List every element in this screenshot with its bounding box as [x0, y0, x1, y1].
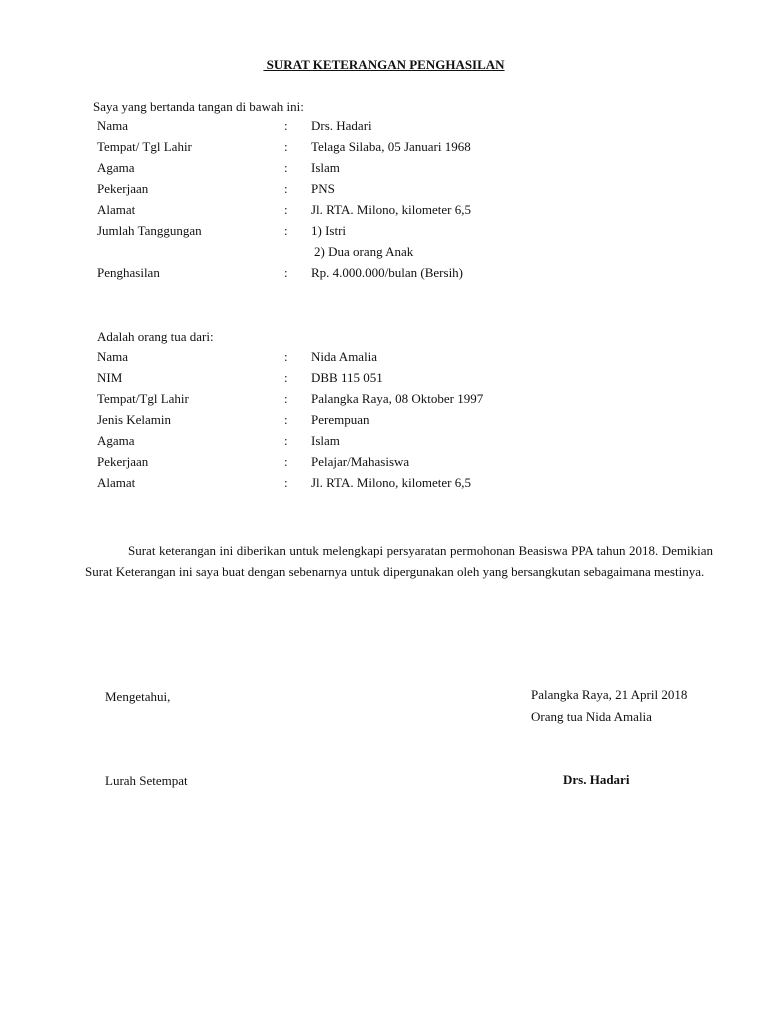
child-field-label: Nama	[97, 349, 129, 364]
acknowledged-label: Mengetahui,	[105, 689, 171, 704]
child-row	[0, 454, 768, 475]
child-row	[0, 433, 768, 454]
parent-row	[0, 265, 768, 286]
parent-field-label: Alamat	[97, 202, 136, 217]
child-row	[0, 370, 768, 391]
colon-separator: :	[284, 454, 288, 469]
letter-title-text: SURAT KETERANGAN PENGHASILAN	[263, 57, 505, 72]
colon-separator: :	[284, 475, 288, 490]
colon-separator: :	[284, 370, 288, 385]
parent-field-value: Drs. Hadari	[311, 118, 372, 133]
child-field-label: Jenis Kelamin	[97, 412, 172, 427]
colon-separator: :	[284, 391, 288, 406]
parent-row	[0, 181, 768, 202]
child-field-label: NIM	[97, 370, 123, 385]
colon-separator: :	[284, 181, 288, 196]
parent-field-value: 2) Dua orang Anak	[314, 244, 414, 259]
child-field-value: Pelajar/Mahasiswa	[311, 454, 410, 469]
child-field-value: Palangka Raya, 08 Oktober 1997	[311, 391, 484, 406]
child-field-value: Nida Amalia	[311, 349, 378, 364]
parent-field-value: Jl. RTA. Milono, kilometer 6,5	[311, 202, 471, 217]
parent-field-label: Tempat/ Tgl Lahir	[97, 139, 192, 154]
child-field-label: Tempat/Tgl Lahir	[97, 391, 189, 406]
child-row	[0, 475, 768, 496]
parent-field-label: Nama	[97, 118, 129, 133]
child-field-value: DBB 115 051	[311, 370, 383, 385]
parent-info-table	[0, 118, 768, 286]
place-date: Palangka Raya, 21 April 2018	[531, 687, 688, 702]
parent-field-value: Telaga Silaba, 05 Januari 1968	[311, 139, 471, 154]
child-intro-text: Adalah orang tua dari:	[97, 329, 214, 344]
colon-separator: :	[284, 139, 288, 154]
colon-separator: :	[284, 412, 288, 427]
child-row	[0, 349, 768, 370]
parent-row	[0, 223, 768, 244]
colon-separator: :	[284, 223, 288, 238]
parent-field-label: Agama	[97, 160, 135, 175]
letter-title	[0, 57, 768, 73]
child-field-label: Pekerjaan	[97, 454, 149, 469]
child-field-label: Agama	[97, 433, 135, 448]
local-official-label: Lurah Setempat	[105, 773, 188, 788]
colon-separator: :	[284, 433, 288, 448]
colon-separator: :	[284, 349, 288, 364]
child-field-value: Perempuan	[311, 412, 370, 427]
signer-name: Drs. Hadari	[563, 772, 630, 787]
child-row	[0, 391, 768, 412]
parent-field-label: Jumlah Tanggungan	[97, 223, 202, 238]
colon-separator: :	[284, 202, 288, 217]
colon-separator: :	[284, 118, 288, 133]
parent-field-label: Penghasilan	[97, 265, 160, 280]
child-info-table	[0, 349, 768, 496]
parent-row	[0, 244, 768, 265]
parent-field-value: PNS	[311, 181, 335, 196]
parent-row	[0, 118, 768, 139]
child-field-value: Islam	[311, 433, 340, 448]
intro-text: Saya yang bertanda tangan di bawah ini:	[93, 99, 304, 114]
statement-paragraph: Surat keterangan ini diberikan untuk melengkapi persyaratan permohonan Beasiswa PPA tahun 2018. Demikian Surat Keterangan ini saya buat dengan sebenarnya untuk dipergunakan oleh yang bersangkutan sebagaimana mestinya.	[85, 543, 713, 579]
colon-separator: :	[284, 160, 288, 175]
parent-row	[0, 160, 768, 181]
parent-row	[0, 139, 768, 160]
parent-field-value: 1) Istri	[311, 223, 347, 238]
parent-field-value: Islam	[311, 160, 340, 175]
child-row	[0, 412, 768, 433]
child-field-label: Alamat	[97, 475, 136, 490]
parent-field-value: Rp. 4.000.000/bulan (Bersih)	[311, 265, 464, 280]
child-field-value: Jl. RTA. Milono, kilometer 6,5	[311, 475, 471, 490]
colon-separator: :	[284, 265, 288, 280]
parent-field-label: Pekerjaan	[97, 181, 149, 196]
parent-row	[0, 202, 768, 223]
signer-role: Orang tua Nida Amalia	[531, 709, 652, 724]
